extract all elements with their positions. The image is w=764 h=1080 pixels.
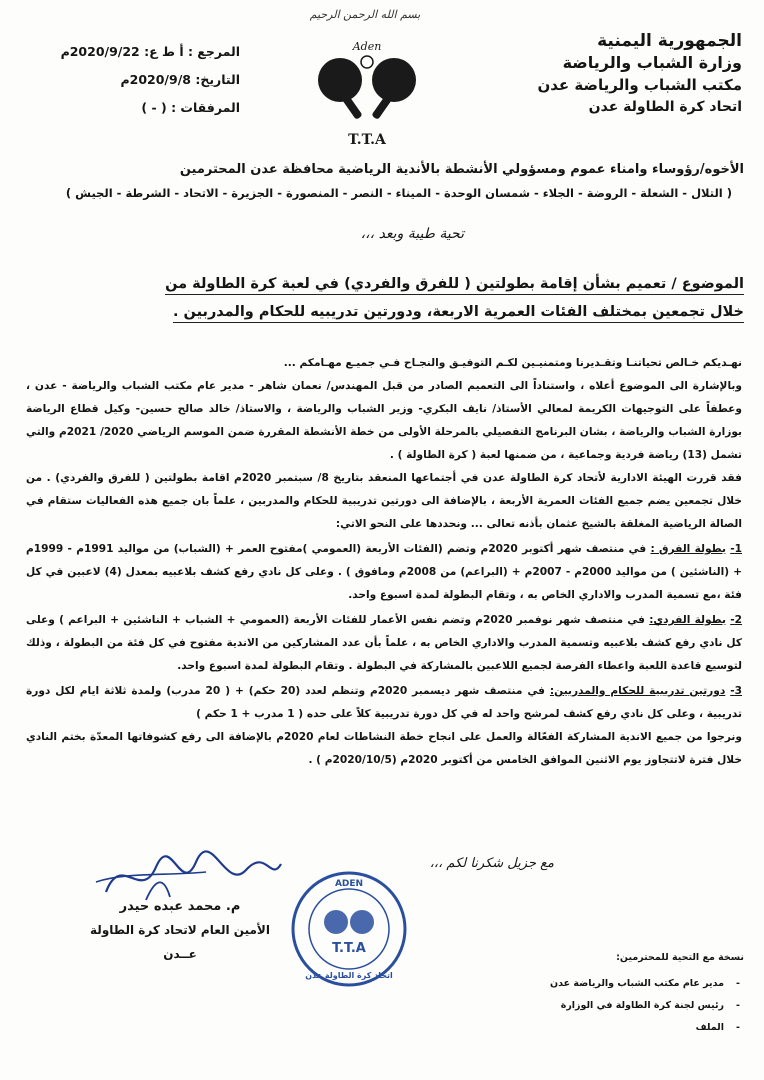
item-text: في منتصف شهر أكتوبر 2020م وتضم (الفئات الأربعة (العمومي )مفتوح العمر + (الشباب) من مواليد 1991م - 1999م + (الناشئين ) من مواليد 2000م - 2007م + (البراعم) من 2008م ومافوق ) . وعلى كل نادي رفع كشف بلاعبيه بمعدل (4) لاعبين في كل فئة ،مع تسمية المدرب والاداري الخاص به ، وتقام البطولة لمدة اسبوع واحد.: [26, 543, 743, 601]
logo-top-text: Aden: [352, 40, 382, 53]
signer-city: عــدن: [163, 947, 197, 961]
federation-logo: [312, 32, 422, 150]
paddle-right-icon: [372, 58, 416, 102]
reference-block: [30, 38, 240, 122]
addressees: [24, 158, 744, 204]
letter-date: التاريخ: 2020/9/8م: [120, 72, 240, 87]
paragraph-reference: وبالإشارة الى الموضوع أعلاه ، واستناداً الى التعميم الصادر من قبل المهندس/ نعمان شاهر - مدير عام مكتب الشباب والرياضة - عدن ، وعطفاً على التوجيهات الكريمة لمعالي الأستاذ/ نايف البكري- وزير الشباب والرياضة ، والاستاذ/ خالد صالح حسين- وكيل قطاع الرياضة بوزارة الشباب والرياضة ، بشان البرنامج التفصيلي بالمرحلة الأولى من خطة الأنشطة المقررة ضمن الموسم الرياضي 2020/ 2021م والتي تشمل (13) رياضة فردية وجماعية ، من ضمنها لعبة ( كرة الطاولة ) .: [26, 380, 742, 461]
item-text: في منتصف شهر نوفمبر 2020م وتضم نفس الأعمار للفئات الأربعة (العمومي + الشباب + الناشئين + البراعم ) وعلى كل نادي رفع كشف بلاعبيه وتسمية المدرب والاداري الخاص به ، علماً بأن عدد المشاركين من الاندية مفتوح في كل فئة من البطولة ، وذلك لتوسيع قاعدة اللعبة واعطاء الفرصة لجميع اللاعبين بالمشاركة في البطولة . وتقام البطولة لمدة اسبوع واحد.: [26, 614, 742, 672]
organization-header: [482, 30, 742, 118]
copies-heading: نسخة مع التحية للمحترمين:: [616, 952, 744, 963]
org-line-office: مكتب الشباب والرياضة عدن: [537, 76, 742, 94]
greeting: تحية طيبة وبعد ،،،: [360, 226, 464, 242]
stamp-bottom-text: اتحاد كرة الطاولة عدن: [305, 971, 393, 980]
copies-block: [514, 952, 744, 1039]
subject: [24, 270, 744, 326]
subject-line-2: خلال تجمعين بمختلف الفئات العمرية الاربعة، ودورتين تدريبيه للحكام والمدربين .: [173, 304, 744, 323]
reference-number: المرجع : أ ط ع: 2020/9/22م: [60, 44, 240, 59]
closing: مع جزيل شكرنا لكم ،،،: [429, 856, 554, 871]
stamp-center-text: T.T.A: [332, 941, 366, 956]
clubs-list: ( التلال - الشعلة - الروضة - الجلاء - شمسان الوحدة - الميناء - النصر - المنصورة - الجزيرة - الاتحاد - الشرطة - الجيش ): [65, 186, 732, 200]
org-line-ministry: وزارة الشباب والرياضة: [562, 53, 742, 72]
letter-body: [26, 352, 742, 772]
paragraph-request: ونرجوا من جميع الاندية المشاركة الفعّالة والعمل على انجاح خطة النشاطات لعام 2020م بالإضافة الى رفع كشوفاتها المعدّة بختم النادي خلال فترة لاتتجاوز يوم الاثنين الموافق الخامس من أكتوبر 2020م (2020/10/5م ) .: [26, 731, 742, 766]
signer-title: الأمين العام لاتحاد كرة الطاولة: [90, 923, 270, 937]
item-text: في منتصف شهر ديسمبر 2020م وتنظم لعدد (20 حكم) + ( 20 مدرب) ولمدة ثلاثة ايام لكل دورة تدريبية ، وعلى كل نادي رفع كشف لمرشح واحد له في كل دورة تدريبية كلاً على حده ( 1 مدرب + 1 حكم ): [26, 685, 742, 720]
list-item: 3- دورتين تدريبية للحكام والمدربين: في منتصف شهر ديسمبر 2020م وتنظم لعدد (20 حكم) + ( 20 مدرب) ولمدة ثلاثة ايام لكل دورة تدريبية ، وعلى كل نادي رفع كشف لمرشح واحد له في كل دورة تدريبية كلاً على حده ( 1 مدرب + 1 حكم ): [26, 685, 742, 720]
paragraph-decision: فقد قررت الهيئة الادارية لأتحاد كرة الطاولة عدن في أجتماعها المنعقد بتاريخ 8/ سبتمبر 2020م اقامة بطولتين ( للفرق والفردي) . من خلال تجمعين يضم جميع الفئات العمرية الأربعة ، بالإضافة الى دورتين تدريبية للحكام والمدربين ، علماً بان جميع هذه الفعاليات ستقام في الصالة الرياضية المغلقة بالشيخ عثمان بأذنه تعالى ... ونحددها على النحو الاتي:: [26, 472, 742, 530]
subject-line-1: الموضوع / تعميم بشأن إقامة بطولتين ( للفرق والفردي) في لعبة كرة الطاولة من: [165, 276, 744, 295]
paragraph-opening: نهـديكم خـالص تحياتنـا وتقـديرنا ومتمنيـين لكـم التوفيـق والنجـاح فـي جميـع مهـامكم ...: [283, 357, 742, 369]
list-item: 1- بطولة الفرق : في منتصف شهر أكتوبر 2020م وتضم (الفئات الأربعة (العمومي )مفتوح العمر + (الشباب) من مواليد 1991م - 1999م + (الناشئين ) من مواليد 2000م - 2007م + (البراعم) من 2008م ومافوق ) . وعلى كل نادي رفع كشف بلاعبيه بمعدل (4) لاعبين في كل فئة ،مع تسمية المدرب والاداري الخاص به ، وتقام البطولة لمدة اسبوع واحد.: [26, 543, 743, 601]
ball-icon: [361, 56, 373, 68]
item-title: بطولة الفرق :: [650, 543, 726, 555]
signer-block: [70, 896, 290, 966]
stamp-top-text: ADEN: [334, 879, 364, 889]
basmala: بسم الله الرحمن الرحيم: [309, 8, 421, 21]
copy-recipient: -مدير عام مكتب الشباب والرياضة عدن: [549, 978, 740, 989]
list-item: 2- بطولة الفردي: في منتصف شهر نوفمبر 2020م وتضم نفس الأعمار للفئات الأربعة (العمومي + الشباب + الناشئين + البراعم ) وعلى كل نادي رفع كشف بلاعبيه وتسمية المدرب والاداري الخاص به ، علماً بأن عدد المشاركين من الاندية مفتوح في كل فئة من البطولة ، وذلك لتوسيع قاعدة اللعبة واعطاء الفرصة لجميع اللاعبين بالمشاركة في البطولة . وتقام البطولة لمدة اسبوع واحد.: [26, 614, 742, 672]
org-line-federation: اتحاد كرة الطاولة عدن: [588, 99, 742, 115]
paddle-left-icon: [318, 58, 362, 102]
org-line-country: الجمهورية اليمنية: [597, 31, 742, 51]
addressee-line: الأخوه/رؤوساء وامناء عموم ومسؤولي الأنشطة بالأندية الرياضية محافظة عدن المحترمين: [179, 162, 744, 177]
item-title: دورتين تدريبية للحكام والمدربين:: [549, 685, 726, 697]
official-stamp: [290, 870, 408, 988]
item-title: بطولة الفردي:: [649, 614, 726, 626]
logo-bottom-text: T.T.A: [348, 132, 386, 148]
attachments: المرفقات : ( - ): [141, 100, 240, 115]
copy-recipient: -الملف: [695, 1022, 740, 1033]
copy-recipient: -رئيس لجنة كرة الطاولة في الوزارة: [560, 1000, 740, 1011]
signer-name: م. محمد عبده حيدر: [119, 899, 241, 914]
